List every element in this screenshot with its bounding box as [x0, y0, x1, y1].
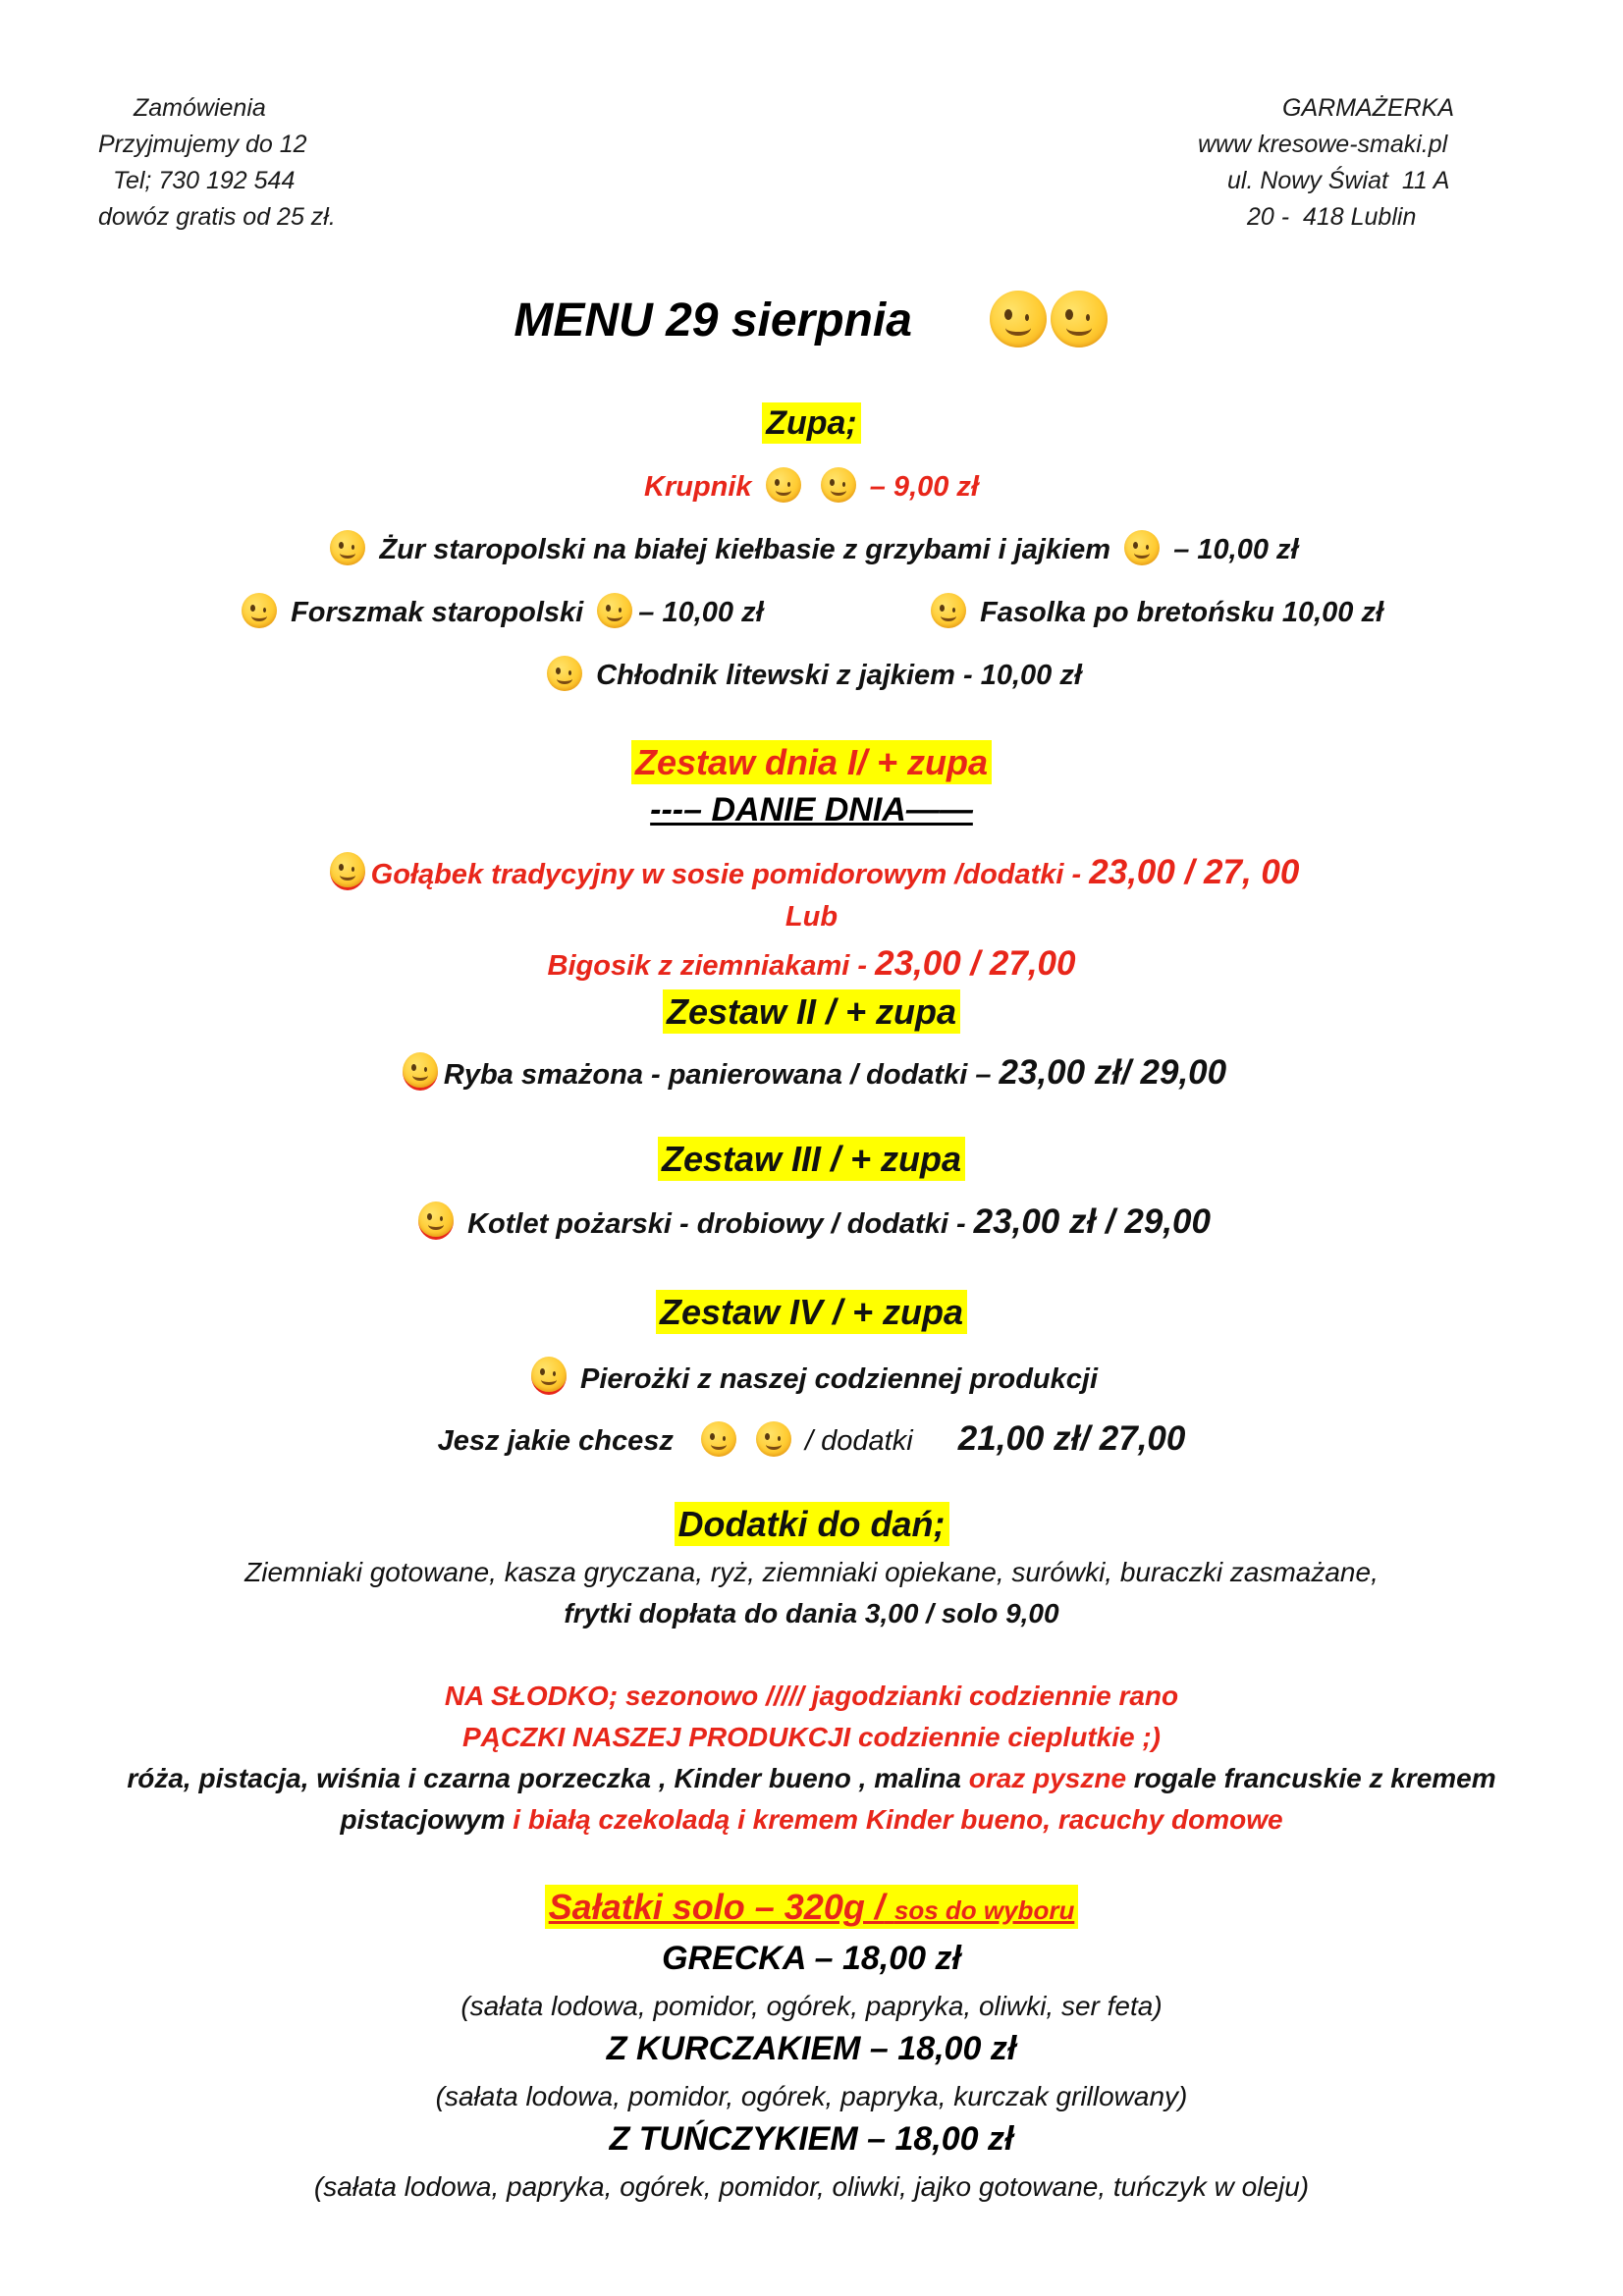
set3-heading-row [0, 1139, 1623, 1180]
winking-face-icon [1124, 530, 1160, 565]
grecka-desc-row [0, 1991, 1623, 2022]
website: www kresowe-smaki.pl [1198, 131, 1448, 158]
sides-line1 [0, 1557, 1623, 1588]
soup-heading-row [0, 404, 1623, 443]
lub-row [0, 901, 1623, 934]
page-title: MENU 29 sierpnia [514, 294, 912, 347]
forszmak-name: Forszmak staropolski [291, 597, 584, 628]
set2-heading: Zestaw II / + zupa [663, 989, 960, 1034]
forszmak-row [236, 593, 764, 629]
grecka-desc: (sałata lodowa, pomidor, ogórek, papryka, oliwki, ser feta) [460, 1991, 1163, 2021]
fasolka-name: Fasolka po bretońsku 10,00 zł [980, 597, 1384, 628]
winking-face-icon [1051, 291, 1108, 347]
orders-label: Zamówienia [134, 94, 266, 122]
jesz-row [0, 1419, 1623, 1459]
grecka-name: GRECKA – 18,00 zł [662, 1940, 961, 1977]
set4-heading-row [0, 1292, 1623, 1333]
sweets-croissants: rogale francuskie z kremem [1133, 1763, 1496, 1793]
salads-heading [545, 1885, 1079, 1929]
winking-face-icon [403, 1052, 438, 1091]
sweets-line3 [0, 1763, 1623, 1794]
kotlet-row [0, 1201, 1623, 1242]
winking-face-icon [547, 656, 582, 691]
krupnik-name: Krupnik [644, 471, 752, 503]
bigos-row [0, 944, 1623, 984]
kurczak-name: Z KURCZAKIEM – 18,00 zł [606, 2030, 1017, 2067]
zur-price: – 10,00 zł [1173, 534, 1299, 565]
shop-info [1168, 90, 1454, 236]
tunczyk-desc: (sałata lodowa, papryka, ogórek, pomidor, oliwki, jajko gotowane, tuńczyk w oleju) [313, 2171, 1310, 2202]
bigos-name: Bigosik z ziemniakami - [547, 950, 868, 982]
set1-subheading-row [0, 791, 1623, 829]
winking-face-icon [597, 593, 632, 628]
set2-heading-row [0, 991, 1623, 1033]
sweets-seasonal: NA SŁODKO; sezonowo ///// jagodzianki codziennie rano [444, 1681, 1179, 1711]
set4-heading: Zestaw IV / + zupa [656, 1290, 967, 1334]
sweets-line1 [0, 1681, 1623, 1712]
winking-face-icon [330, 530, 365, 565]
sweets-donuts: PĄCZKI NASZEJ PRODUKCJI codziennie cieplutkie ;) [462, 1722, 1161, 1752]
delivery-info: dowóz gratis od 25 zł. [98, 203, 336, 231]
winking-face-icon [931, 593, 966, 628]
sides-list: Ziemniaki gotowane, kasza gryczana, ryż, ziemniaki opiekane, surówki, buraczki zasmażane, [244, 1557, 1379, 1587]
winking-face-icon [330, 852, 365, 890]
winking-face-icon [766, 467, 801, 503]
kurczak-desc: (sałata lodowa, pomidor, ogórek, papryka, kurczak grillowany) [435, 2081, 1188, 2111]
forszmak-price: – 10,00 zł [638, 597, 764, 628]
kurczak-desc-row [0, 2081, 1623, 2112]
zur-name: Żur staropolski na białej kiełbasie z grzybami i jajkiem [379, 534, 1111, 565]
bigos-price: 23,00 / 27,00 [875, 944, 1076, 983]
ryba-price: 23,00 zł/ 29,00 [999, 1053, 1227, 1092]
kotlet-name: Kotlet pożarski - drobiowy / dodatki - [467, 1208, 966, 1240]
phone: Tel; 730 192 544 [113, 167, 296, 194]
winking-face-icon [990, 291, 1047, 347]
set1-subheading: ---– DANIE DNIA—— [650, 791, 973, 828]
winking-face-icon [821, 467, 856, 503]
sweets-chocolate: i białą czekoladą i kremem Kinder bueno, racuchy domowe [513, 1804, 1283, 1835]
jesz-dodatki: / dodatki [805, 1425, 913, 1457]
ryba-name: Ryba smażona - panierowana / dodatki – [443, 1059, 992, 1091]
krupnik-row [0, 467, 1623, 504]
city-address: 20 - 418 Lublin [1247, 203, 1417, 231]
tunczyk-desc-row [0, 2171, 1623, 2203]
set1-heading-row [0, 742, 1623, 783]
golabek-price: 23,00 / 27, 00 [1089, 853, 1300, 891]
salads-heading-main: Sałatki solo – 320g / [548, 1887, 885, 1927]
golabek-row [0, 852, 1623, 892]
sides-heading-row [0, 1504, 1623, 1545]
winking-face-icon [756, 1421, 791, 1457]
sweets-flavours: róża, pistacja, wiśnia i czarna porzeczka , Kinder bueno , malina [127, 1763, 961, 1793]
chlodnik-row [0, 656, 1623, 692]
winking-face-icon [531, 1357, 567, 1395]
sweets-pistachio: pistacjowym [340, 1804, 506, 1835]
winking-face-icon [701, 1421, 736, 1457]
ryba-row [0, 1052, 1623, 1093]
soup-heading: Zupa; [762, 402, 861, 444]
orders-until: Przyjmujemy do 12 [98, 131, 307, 158]
jesz-text: Jesz jakie chcesz [437, 1425, 674, 1457]
fasolka-row [925, 593, 1383, 629]
set1-heading: Zestaw dnia I/ + zupa [631, 740, 992, 784]
kurczak-row [0, 2030, 1623, 2068]
fries-info: frytki dopłata do dania 3,00 / solo 9,00 [564, 1598, 1059, 1629]
krupnik-price: – 9,00 zł [869, 471, 979, 503]
street-address: ul. Nowy Świat 11 A [1227, 167, 1450, 194]
pierozki-name: Pierożki z naszej codziennej produkcji [580, 1363, 1099, 1395]
sides-line2 [0, 1598, 1623, 1629]
sweets-line4 [0, 1804, 1623, 1836]
set3-heading: Zestaw III / + zupa [658, 1137, 965, 1181]
kotlet-price: 23,00 zł / 29,00 [973, 1202, 1211, 1241]
chlodnik-name: Chłodnik litewski z jajkiem - 10,00 zł [596, 660, 1082, 691]
salads-heading-row [0, 1887, 1623, 1928]
golabek-name: Gołąbek tradycyjny w sosie pomidorowym /dodatki - [370, 859, 1082, 890]
tunczyk-name: Z TUŃCZYKIEM – 18,00 zł [609, 2120, 1014, 2158]
sweets-and-tasty: oraz pyszne [968, 1763, 1127, 1793]
pierozki-price: 21,00 zł/ 27,00 [957, 1419, 1186, 1458]
zur-row [0, 530, 1623, 566]
lub-text: Lub [784, 901, 839, 933]
sides-heading: Dodatki do dań; [675, 1502, 949, 1546]
salads-heading-sauce: sos do wyboru [893, 1896, 1075, 1925]
shop-name: GARMAŻERKA [1282, 94, 1455, 122]
pierozki-row [0, 1357, 1623, 1396]
winking-face-icon [242, 593, 277, 628]
menu-title-row [0, 291, 1623, 347]
tunczyk-row [0, 2120, 1623, 2159]
grecka-row [0, 1940, 1623, 1978]
sweets-line2 [0, 1722, 1623, 1753]
winking-face-icon [418, 1201, 454, 1240]
order-info [98, 90, 336, 236]
